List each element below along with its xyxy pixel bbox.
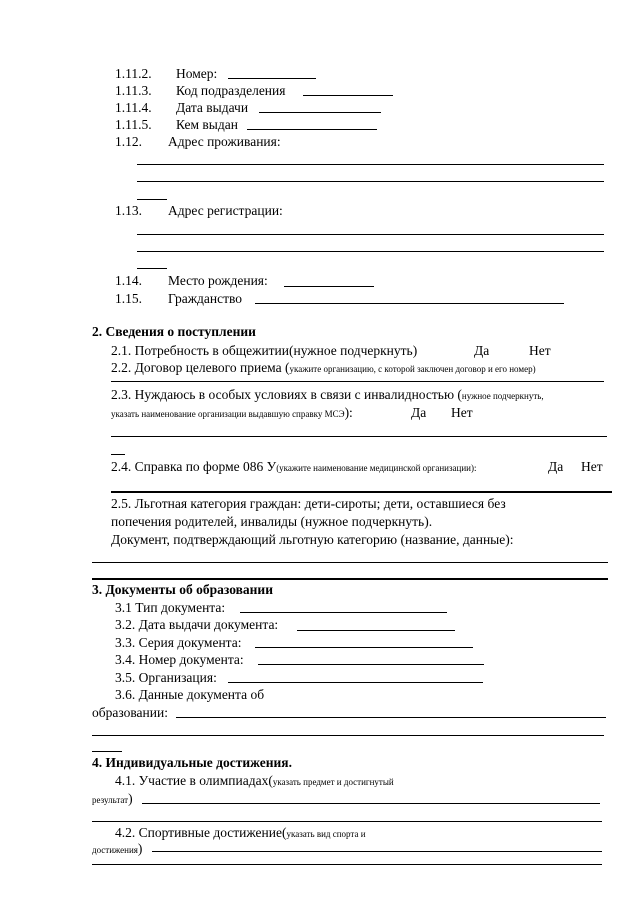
issued-by-label: Кем выдан — [176, 117, 238, 132]
option-no[interactable]: Нет — [581, 459, 603, 474]
target-contract-text: 2.2. Договор целевого приема (укажите организацию, с которой заключен договор и его номер) — [111, 360, 536, 375]
option-yes[interactable]: Да — [411, 405, 427, 420]
issue-date-label: Дата выдачи — [176, 100, 249, 115]
item-number: 1.11.3. — [115, 83, 152, 98]
item-number: 1.11.2. — [115, 66, 152, 81]
option-no[interactable]: Нет — [529, 343, 551, 358]
number-label: Номер: — [176, 66, 218, 81]
residence-address-field[interactable] — [137, 164, 604, 165]
doc-data-field[interactable] — [92, 735, 604, 736]
doc-number-field[interactable] — [258, 664, 484, 665]
target-contract-note: укажите организацию, с которой заключен договор и его номер) — [289, 364, 536, 374]
doc-number-label: 3.4. Номер документа: — [115, 652, 244, 667]
section-3-heading: 3. Документы об образовании — [92, 582, 273, 597]
olympiad-text: 4.1. Участие в олимпиадах(указать предмет и достигнутый — [115, 773, 394, 788]
olympiad-note: указать предмет и достигнутый — [272, 777, 394, 787]
olympiad-field[interactable] — [142, 803, 600, 804]
sport-achievements-text-2: достижения) — [92, 841, 143, 856]
benefit-document-text: Документ, подтверждающий льготную категорию (название, данные): — [111, 532, 514, 547]
sport-achievements-field[interactable] — [92, 864, 602, 865]
section-4-heading: 4. Индивидуальные достижения. — [92, 755, 292, 770]
registration-address-field[interactable] — [137, 251, 604, 252]
special-conditions-text: 2.3. Нуждаюсь в особых условиях в связи с инвалидностью (нужное подчеркнуть, — [111, 387, 544, 402]
registration-address-label: Адрес регистрации: — [168, 203, 283, 218]
benefit-document-field[interactable] — [92, 562, 608, 563]
item-number: 1.15. — [115, 291, 142, 306]
special-conditions-text-2: указать наименование организации выдавшую справку МСЭ): — [111, 405, 353, 420]
item-number: 1.13. — [115, 203, 142, 218]
doc-data-field[interactable] — [92, 751, 122, 752]
option-yes[interactable]: Да — [474, 343, 490, 358]
division-code-field[interactable] — [303, 95, 393, 96]
medical-certificate-note: (укажите наименование медицинской организации): — [276, 463, 477, 473]
doc-series-field[interactable] — [255, 647, 473, 648]
special-conditions-note: нужное подчеркнуть, — [461, 391, 544, 401]
registration-address-field[interactable] — [137, 234, 604, 235]
citizenship-field[interactable] — [255, 303, 564, 304]
doc-type-label: 3.1 Тип документа: — [115, 600, 226, 615]
doc-data-field[interactable] — [176, 717, 606, 718]
doc-date-field[interactable] — [297, 630, 455, 631]
benefit-category-text-2: попечения родителей, инвалиды (нужное подчеркнуть). — [111, 514, 433, 529]
issued-by-field[interactable] — [247, 129, 377, 130]
olympiad-field[interactable] — [92, 821, 602, 822]
sport-note-2: достижения — [92, 845, 138, 855]
olympiad-text-2: результат) — [92, 791, 133, 806]
special-conditions-field[interactable] — [111, 454, 125, 455]
residence-address-field[interactable] — [137, 181, 604, 182]
target-contract-field[interactable] — [111, 381, 604, 382]
special-conditions-field[interactable] — [111, 436, 607, 437]
item-number: 1.14. — [115, 273, 142, 288]
medical-certificate-text: 2.4. Справка по форме 086 У(укажите наименование медицинской организации): — [111, 459, 477, 474]
sport-note: указать вид спорта и — [286, 829, 366, 839]
birthplace-field[interactable] — [284, 286, 374, 287]
birthplace-label: Место рождения: — [168, 273, 268, 288]
section-2-heading: 2. Сведения о поступлении — [92, 324, 256, 339]
division-code-label: Код подразделения — [176, 83, 286, 98]
dormitory-need-text: 2.1. Потребность в общежитии(нужное подчеркнуть) — [111, 343, 418, 358]
doc-date-label: 3.2. Дата выдачи документа: — [115, 617, 279, 632]
residence-address-field[interactable] — [137, 199, 167, 200]
special-conditions-note-2: указать наименование организации выдавшую справку МСЭ — [111, 409, 345, 419]
option-yes[interactable]: Да — [548, 459, 564, 474]
organization-label: 3.5. Организация: — [115, 670, 217, 685]
benefit-category-text: 2.5. Льготная категория граждан: дети-сироты; дети, оставшиеся без — [111, 496, 506, 511]
medical-certificate-field[interactable] — [111, 491, 612, 493]
residence-address-label: Адрес проживания: — [168, 134, 281, 149]
doc-series-label: 3.3. Серия документа: — [115, 635, 242, 650]
item-number: 1.11.5. — [115, 117, 152, 132]
benefit-document-field[interactable] — [92, 578, 608, 580]
number-field[interactable] — [228, 78, 316, 79]
item-number: 1.11.4. — [115, 100, 152, 115]
citizenship-label: Гражданство — [168, 291, 243, 306]
olympiad-note-2: результат — [92, 795, 129, 805]
registration-address-field[interactable] — [137, 268, 167, 269]
organization-field[interactable] — [228, 682, 483, 683]
item-number: 1.12. — [115, 134, 142, 149]
doc-data-label: 3.6. Данные документа об — [115, 687, 265, 702]
doc-data-label-2: образовании: — [92, 705, 168, 720]
doc-type-field[interactable] — [240, 612, 447, 613]
sport-achievements-field[interactable] — [152, 851, 602, 852]
issue-date-field[interactable] — [259, 112, 381, 113]
option-no[interactable]: Нет — [451, 405, 473, 420]
sport-achievements-text: 4.2. Спортивные достижение(указать вид спорта и — [115, 825, 366, 840]
